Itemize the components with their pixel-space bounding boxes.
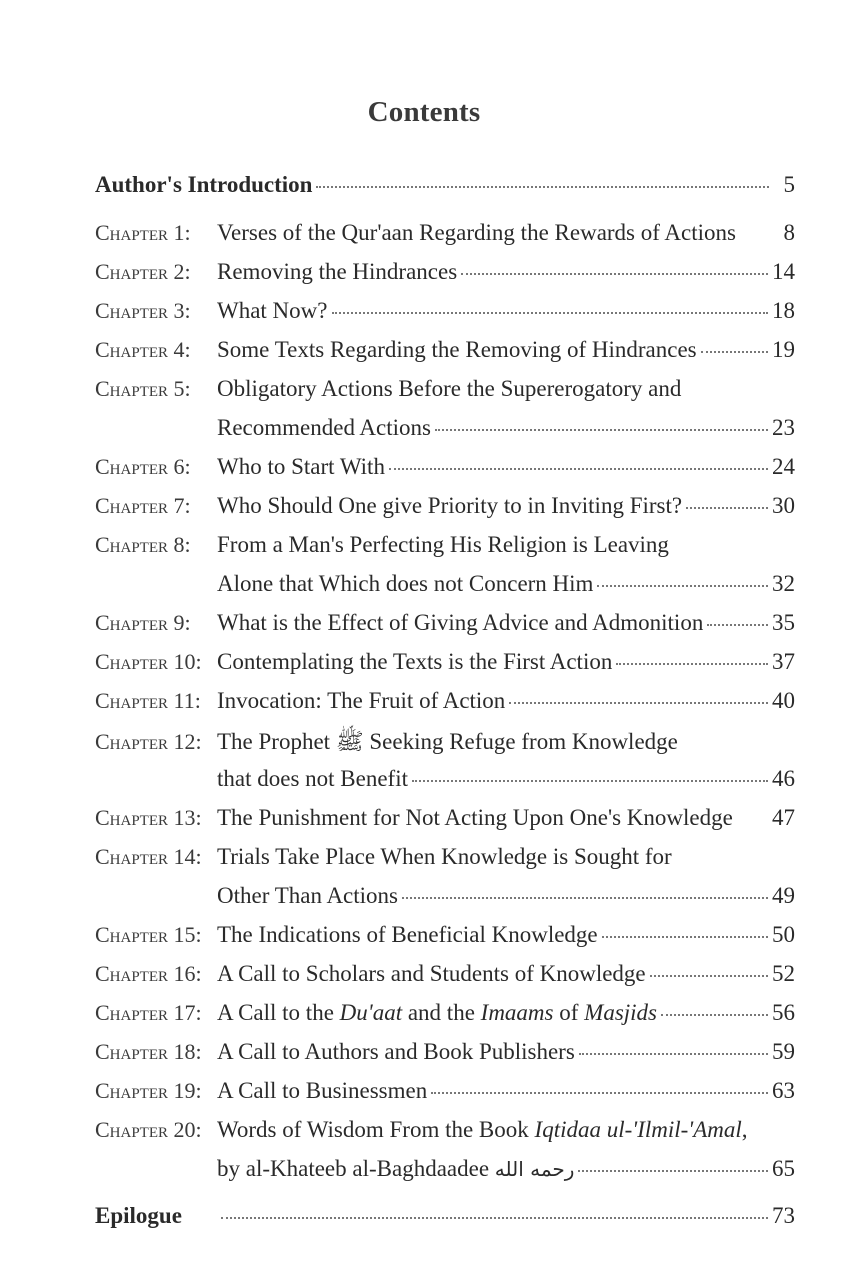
toc-page-number: 47 [772, 805, 795, 830]
dot-leader [316, 185, 769, 188]
toc-entry-text: Words of Wisdom From the Book Iqtidaa ul-'Ilmil-'Amal, [217, 1117, 748, 1142]
dot-leader [389, 467, 768, 470]
chapter-label: Chapter 16: [95, 961, 202, 986]
dot-leader [435, 428, 768, 431]
toc-entry-chapter-2[interactable] [95, 259, 795, 298]
toc-entry-introduction[interactable] [95, 172, 795, 212]
toc-page-number: 35 [772, 610, 795, 635]
toc-page-number: 18 [772, 298, 795, 323]
table-of-contents [95, 172, 795, 1243]
toc-page-number: 24 [772, 454, 795, 479]
toc-entry-text: A Call to Scholars and Students of Knowledge [217, 961, 646, 986]
toc-entry-text: The Punishment for Not Acting Upon One's Knowledge [217, 805, 733, 830]
chapter-label: Chapter 18: [95, 1039, 202, 1064]
toc-entry-chapter-14[interactable] [95, 844, 795, 922]
toc-entry-text: What is the Effect of Giving Advice and Admonition [217, 610, 704, 635]
chapter-label: Chapter 9: [95, 610, 191, 635]
chapter-label: Chapter 6: [95, 454, 191, 479]
dot-leader [461, 272, 768, 275]
chapter-label: Chapter 2: [95, 259, 191, 284]
dot-leader [221, 1216, 768, 1219]
toc-entry-text: by al-Khateeb al-Baghdaadee رحمه الله [217, 1156, 575, 1181]
dot-leader [412, 779, 768, 782]
toc-page-number: 63 [772, 1078, 795, 1103]
toc-page-number: 73 [772, 1203, 795, 1228]
toc-entry-chapter-13[interactable] [95, 805, 795, 844]
toc-entry-text: Author's Introduction [95, 172, 313, 197]
page-title: Contents [367, 96, 481, 128]
toc-entry-text: From a Man's Perfecting His Religion is Leaving [217, 532, 669, 557]
chapter-label: Chapter 15: [95, 922, 202, 947]
dot-leader [509, 701, 768, 704]
dot-leader [650, 974, 768, 977]
toc-entry-text: Removing the Hindrances [217, 259, 458, 284]
toc-entry-text: Other Than Actions [217, 883, 398, 908]
chapter-label: Chapter 4: [95, 337, 191, 362]
chapter-label: Chapter 5: [95, 376, 191, 401]
chapter-label: Chapter 10: [95, 649, 202, 674]
toc-entry-text: Who Should One give Priority to in Inviting First? [217, 493, 683, 518]
toc-entry-text: A Call to Businessmen [217, 1078, 428, 1103]
toc-entry-chapter-10[interactable] [95, 649, 795, 688]
dot-leader [602, 935, 768, 938]
toc-entry-text: Trials Take Place When Knowledge is Sought for [217, 844, 672, 869]
toc-entry-text: Contemplating the Texts is the First Action [217, 649, 613, 674]
toc-entry-text: Recommended Actions [217, 415, 431, 440]
toc-page-number: 14 [772, 259, 795, 284]
toc-page-number: 65 [772, 1156, 795, 1181]
dot-leader [661, 1013, 768, 1016]
toc-entry-chapter-5[interactable] [95, 376, 795, 454]
dot-leader [579, 1052, 768, 1055]
toc-entry-text: Alone that Which does not Concern Him [217, 571, 594, 596]
toc-page-number: 37 [772, 649, 795, 674]
toc-entry-text: The Prophet ﷺ Seeking Refuge from Knowledge [217, 729, 678, 754]
toc-entry-epilogue[interactable] [95, 1203, 795, 1243]
dot-leader [431, 1091, 768, 1094]
dot-leader [597, 584, 768, 587]
toc-page-number: 5 [783, 172, 795, 197]
toc-entry-text: Obligatory Actions Before the Supererogatory and [217, 376, 682, 401]
toc-page-number: 19 [772, 337, 795, 362]
dot-leader [740, 235, 769, 236]
chapter-label: Chapter 11: [95, 688, 201, 713]
dot-leader [686, 506, 768, 509]
dot-leader [707, 623, 768, 626]
toc-page-number: 23 [772, 415, 795, 440]
toc-page-number: 40 [772, 688, 795, 713]
toc-entry-text: A Call to Authors and Book Publishers [217, 1039, 575, 1064]
chapter-label: Chapter 8: [95, 532, 191, 557]
toc-page-number: 56 [772, 1000, 795, 1025]
toc-entry-text: A Call to the Du'aat and the Imaams of Masjids [217, 1000, 658, 1025]
toc-entry-text: Invocation: The Fruit of Action [217, 688, 506, 713]
toc-page-number: 30 [772, 493, 795, 518]
toc-entry-chapter-8[interactable] [95, 532, 795, 610]
toc-entry-text: that does not Benefit [217, 766, 408, 791]
dot-leader [578, 1169, 768, 1172]
toc-entry-chapter-20[interactable] [95, 1117, 795, 1195]
dot-leader [402, 896, 768, 899]
toc-entry-text: Some Texts Regarding the Removing of Hindrances [217, 337, 697, 362]
toc-entry-text: Verses of the Qur'aan Regarding the Rewards of Actions [217, 220, 736, 245]
chapter-label: Chapter 19: [95, 1078, 202, 1103]
toc-entry-chapter-1[interactable] [95, 220, 795, 259]
dot-leader [616, 662, 768, 665]
toc-entry-chapter-15[interactable] [95, 922, 795, 961]
dot-leader [332, 311, 769, 314]
toc-page-number: 52 [772, 961, 795, 986]
toc-entry-chapter-11[interactable] [95, 688, 795, 727]
toc-entry-chapter-18[interactable] [95, 1039, 795, 1078]
toc-entry-chapter-9[interactable] [95, 610, 795, 649]
toc-page-number: 49 [772, 883, 795, 908]
chapter-label: Chapter 7: [95, 493, 191, 518]
toc-page-number: 59 [772, 1039, 795, 1064]
chapter-label: Chapter 13: [95, 805, 202, 830]
chapter-label: Chapter 3: [95, 298, 191, 323]
toc-page-number: 32 [772, 571, 795, 596]
toc-entry-chapter-7[interactable] [95, 493, 795, 532]
toc-entry-text: The Indications of Beneficial Knowledge [217, 922, 598, 947]
toc-entry-text: Epilogue [95, 1203, 182, 1228]
toc-entry-chapter-16[interactable] [95, 961, 795, 1000]
chapter-label: Chapter 12: [95, 729, 202, 754]
dot-leader [737, 820, 768, 821]
chapter-label: Chapter 20: [95, 1117, 202, 1142]
dot-leader [701, 350, 768, 353]
toc-entry-text: What Now? [217, 298, 328, 323]
toc-entry-chapter-3[interactable] [95, 298, 795, 337]
toc-page-number: 46 [772, 766, 795, 791]
chapter-label: Chapter 1: [95, 220, 191, 245]
chapter-label: Chapter 17: [95, 1000, 202, 1025]
toc-entry-chapter-6[interactable] [95, 454, 795, 493]
toc-entry-chapter-19[interactable] [95, 1078, 795, 1117]
honorific-symbol: رحمه الله [494, 1157, 575, 1181]
toc-entry-chapter-17[interactable] [95, 1000, 795, 1039]
toc-entry-text: Who to Start With [217, 454, 385, 479]
toc-page-number: 8 [783, 220, 795, 245]
toc-entry-chapter-12[interactable] [95, 727, 795, 805]
chapter-label: Chapter 14: [95, 844, 202, 869]
toc-page-number: 50 [772, 922, 795, 947]
toc-entry-chapter-4[interactable] [95, 337, 795, 376]
